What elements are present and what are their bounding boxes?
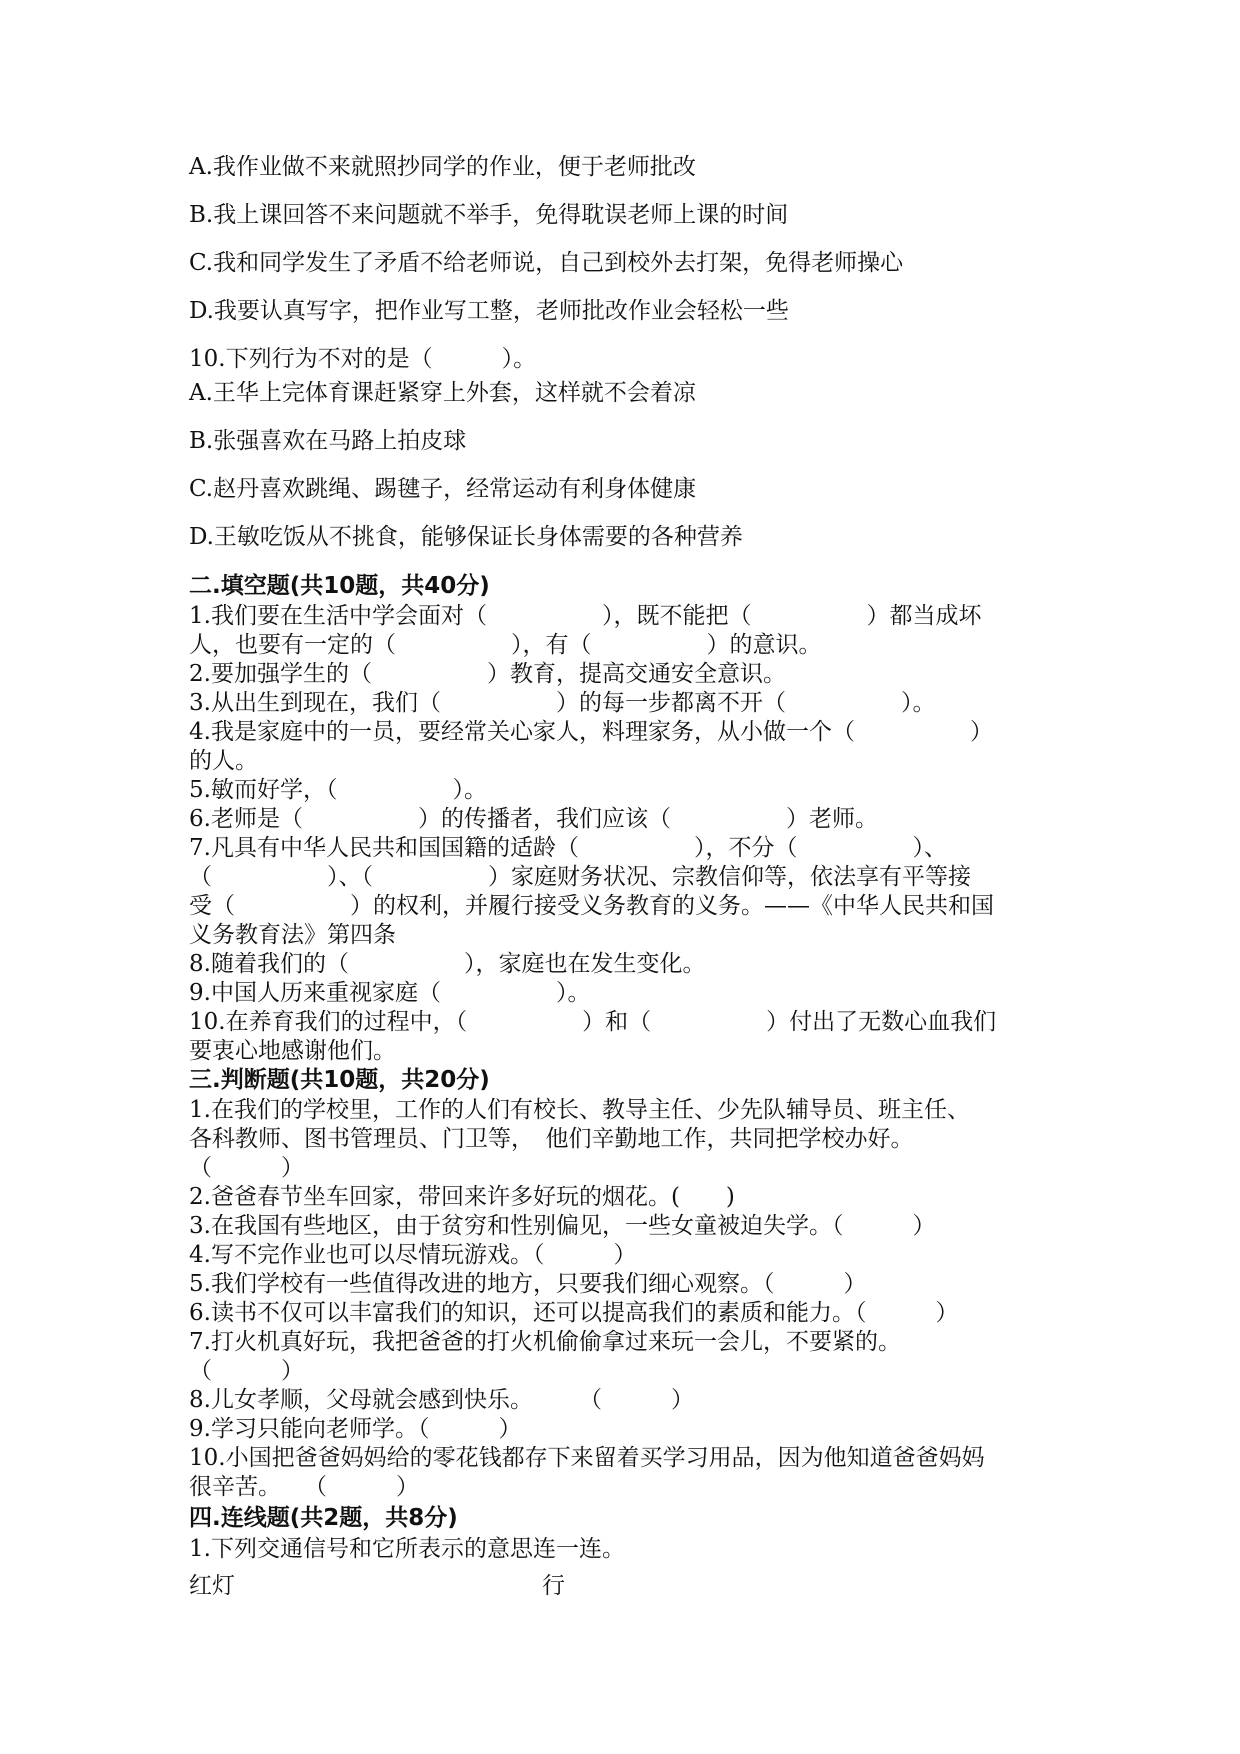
section3-title: 三.判断题(共10题，共20分) <box>189 1067 490 1093</box>
s2-line: 8.随着我们的（ ），家庭也在发生变化。 <box>189 951 706 977</box>
s2-line: 1.我们要在生活中学会面对（ ），既不能把（ ）都当成坏 <box>189 603 982 629</box>
q10-option-d: D.王敏吃饭从不挑食，能够保证长身体需要的各种营养 <box>189 524 743 550</box>
s3-line: 9.学习只能向老师学。（ ） <box>189 1416 522 1442</box>
q10-option-b: B.张强喜欢在马路上拍皮球 <box>189 428 467 454</box>
s4-q1: 1.下列交通信号和它所表示的意思连一连。 <box>189 1536 625 1562</box>
s2-line: 6.老师是（ ）的传播者，我们应该（ ）老师。 <box>189 806 878 832</box>
match-left-item: 红灯 <box>189 1573 235 1599</box>
s3-line: 很辛苦。 （ ） <box>189 1474 419 1500</box>
s2-line: 受（ ）的权利，并履行接受义务教育的义务。——《中华人民共和国 <box>189 893 994 919</box>
s3-line: （ ） <box>189 1358 304 1384</box>
s3-line: 10.小国把爸爸妈妈给的零花钱都存下来留着买学习用品，因为他知道爸爸妈妈 <box>189 1445 985 1471</box>
q9-option-b: B.我上课回答不来问题就不举手，免得耽误老师上课的时间 <box>189 202 789 228</box>
s3-line: 4.写不完作业也可以尽情玩游戏。（ ） <box>189 1242 637 1268</box>
q10-option-c: C.赵丹喜欢跳绳、踢毽子，经常运动有利身体健康 <box>189 476 697 502</box>
s3-line: 3.在我国有些地区，由于贫穷和性别偏见，一些女童被迫失学。（ ） <box>189 1213 936 1239</box>
s2-line: 9.中国人历来重视家庭（ ）。 <box>189 980 591 1006</box>
s2-line: 要衷心地感谢他们。 <box>189 1038 396 1064</box>
q9-option-c: C.我和同学发生了矛盾不给老师说，自己到校外去打架，免得老师操心 <box>189 250 904 276</box>
q10-stem: 10.下列行为不对的是（ ）。 <box>189 346 537 372</box>
s2-line: 3.从出生到现在，我们（ ）的每一步都离不开（ ）。 <box>189 690 936 716</box>
q9-option-a: A.我作业做不来就照抄同学的作业，便于老师批改 <box>189 154 696 180</box>
s2-line: 4.我是家庭中的一员，要经常关心家人，料理家务，从小做一个（ ） <box>189 719 993 745</box>
s2-line: 2.要加强学生的（ ）教育，提高交通安全意识。 <box>189 661 786 687</box>
match-right-item: 行 <box>542 1573 565 1599</box>
s2-line: 10.在养育我们的过程中，（ ）和（ ）付出了无数心血我们 <box>189 1009 997 1035</box>
s3-line: 8.儿女孝顺，父母就会感到快乐。 （ ） <box>189 1387 694 1413</box>
s2-line: 7.凡具有中华人民共和国国籍的适龄（ ），不分（ ）、 <box>189 835 947 861</box>
s2-line: 的人。 <box>189 748 258 774</box>
s2-line: 人，也要有一定的（ ），有（ ）的意识。 <box>189 632 822 658</box>
s2-line: （ ）、（ ）家庭财务状况、宗教信仰等，依法享有平等接 <box>189 864 971 890</box>
s3-line: 各科教师、图书管理员、门卫等， 他们辛勤地工作，共同把学校办好。 <box>189 1126 914 1152</box>
q9-option-d: D.我要认真写字，把作业写工整，老师批改作业会轻松一些 <box>189 298 789 324</box>
s2-line: 5.敏而好学，（ ）。 <box>189 777 487 803</box>
section4-title: 四.连线题(共2题，共8分) <box>189 1505 458 1531</box>
s3-line: 7.打火机真好玩，我把爸爸的打火机偷偷拿过来玩一会儿，不要紧的。 <box>189 1329 901 1355</box>
s3-line: （ ） <box>189 1155 304 1181</box>
s3-line: 6.读书不仅可以丰富我们的知识，还可以提高我们的素质和能力。（ ） <box>189 1300 959 1326</box>
q10-option-a: A.王华上完体育课赶紧穿上外套，这样就不会着凉 <box>189 380 696 406</box>
s2-line: 义务教育法》第四条 <box>189 922 396 948</box>
section2-title: 二.填空题(共10题，共40分) <box>189 573 490 599</box>
s3-line: 2.爸爸春节坐车回家，带回来许多好玩的烟花。( ) <box>189 1184 735 1210</box>
s3-line: 1.在我们的学校里，工作的人们有校长、教导主任、少先队辅导员、班主任、 <box>189 1097 970 1123</box>
s3-line: 5.我们学校有一些值得改进的地方，只要我们细心观察。（ ） <box>189 1271 867 1297</box>
